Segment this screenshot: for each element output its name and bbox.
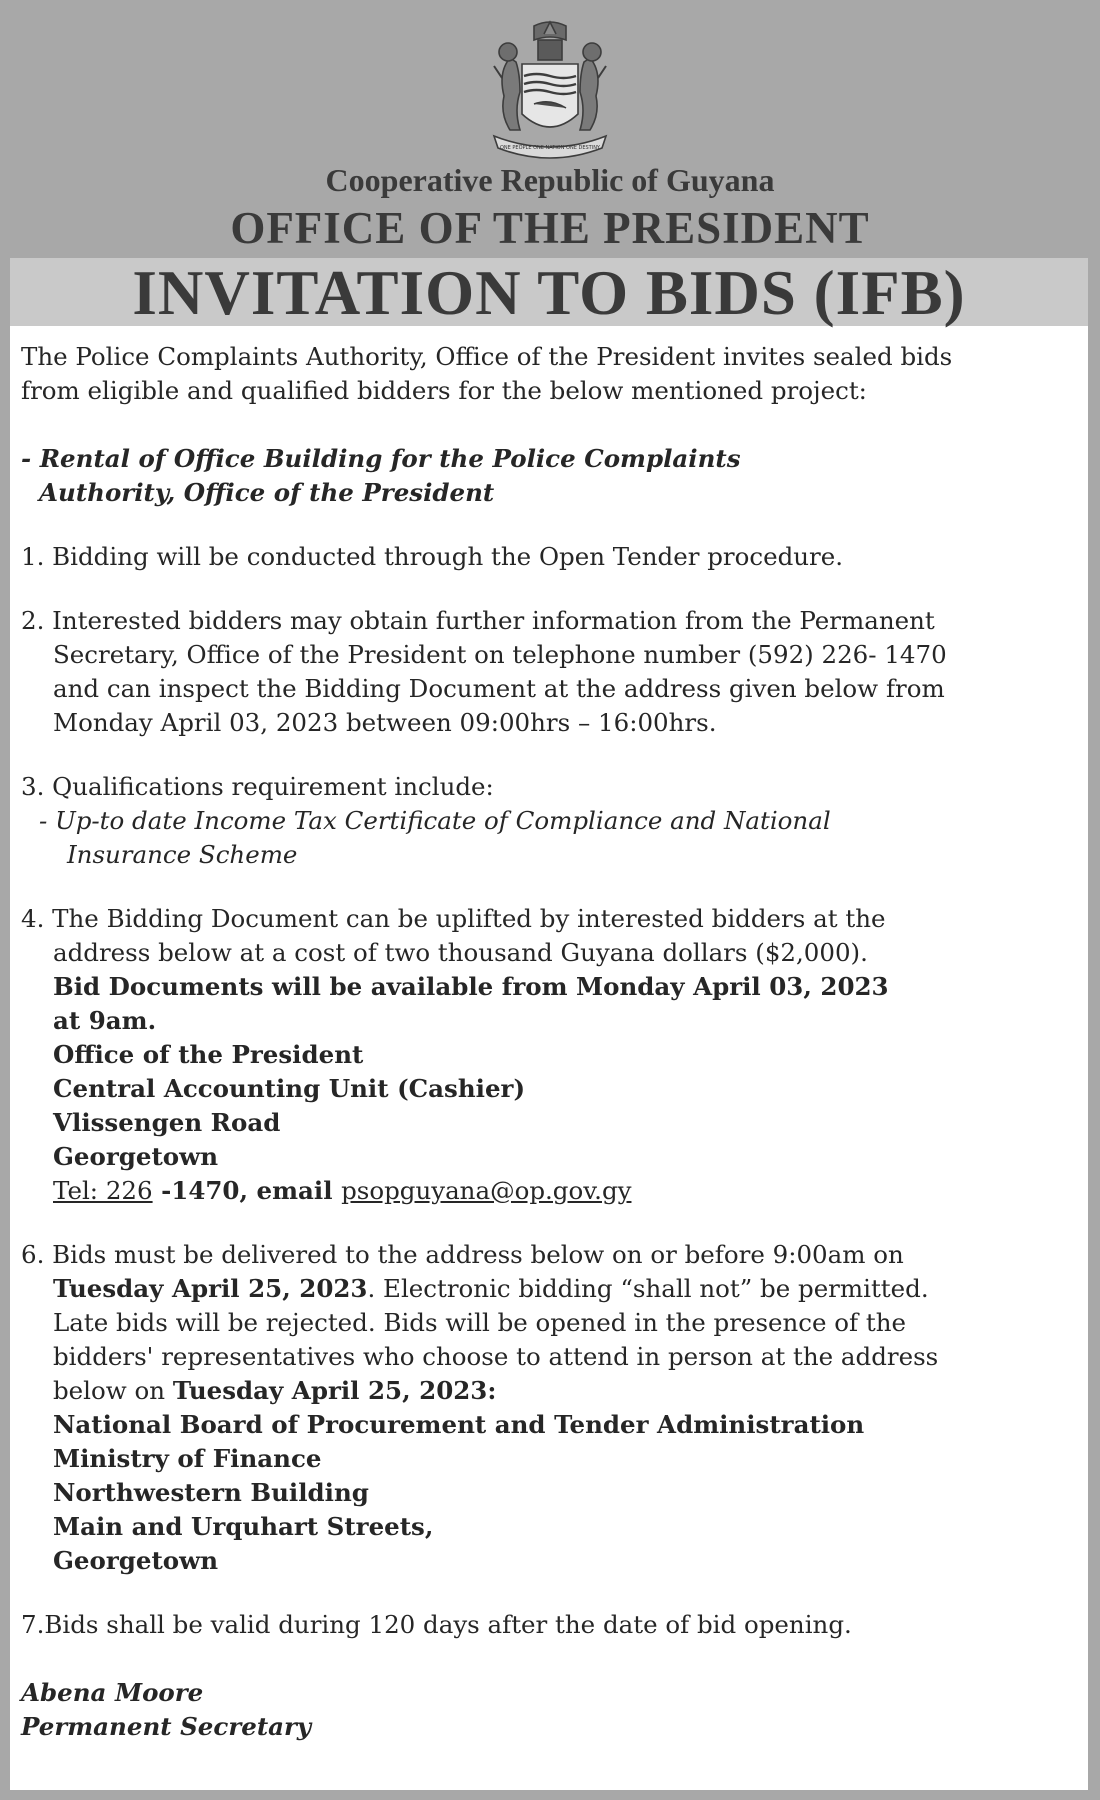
signatory-title: Permanent Secretary: [21, 1712, 312, 1741]
item-6-line-5-pre: below on: [53, 1376, 173, 1405]
intro-line-2: from eligible and qualified bidders for the below mentioned project:: [21, 376, 867, 405]
item-2-line-4: Monday April 03, 2023 between 09:00hrs – 16:00hrs.: [53, 708, 717, 737]
item-6-address-line-5: Georgetown: [53, 1546, 219, 1575]
telephone-link[interactable]: Tel: 226: [53, 1176, 153, 1205]
signatory-name: Abena Moore: [21, 1678, 204, 1707]
notice-body: [21, 340, 1081, 1744]
country-heading: Cooperative Republic of Guyana: [325, 162, 775, 198]
item-6-line-4: bidders' representatives who choose to attend in person at the address: [53, 1342, 939, 1371]
item-6-line-2: [21, 1272, 1081, 1306]
crest-motto: ONE PEOPLE ONE NATION ONE DESTINY: [499, 145, 601, 151]
item-6-line-5: [21, 1374, 1081, 1408]
item-6-line-2-rest: . Electronic bidding “shall not” be permitted.: [367, 1274, 929, 1303]
item-4-address-line-4: Georgetown: [53, 1142, 219, 1171]
coat-of-arms-icon: [480, 18, 620, 170]
notice-title: INVITATION TO BIDS (IFB): [132, 258, 966, 328]
item-4-address-line-1: Office of the President: [53, 1040, 364, 1069]
notice-panel: [10, 258, 1088, 1790]
email-link[interactable]: psopguyana@op.gov.gy: [341, 1176, 632, 1205]
item-4-address-line-3: Vlissengen Road: [53, 1108, 281, 1137]
item-4-line-1: 4. The Bidding Document can be uplifted by interested bidders at the: [21, 904, 886, 933]
item-4-availability-line-1: Bid Documents will be available from Monday April 03, 2023: [53, 972, 889, 1001]
opening-date: Tuesday April 25, 2023:: [172, 1376, 497, 1405]
item-4-availability-line-2: at 9am.: [53, 1006, 157, 1035]
project-line-1: - Rental of Office Building for the Police Complaints: [21, 444, 741, 473]
item-3-line-3: Insurance Scheme: [67, 840, 298, 869]
item-6-address-line-2: Ministry of Finance: [53, 1444, 322, 1473]
deadline-date: Tuesday April 25, 2023: [53, 1274, 368, 1303]
intro-line-1: The Police Complaints Authority, Office of the President invites sealed bids: [21, 342, 953, 371]
item-6-line-1: 6. Bids must be delivered to the address below on or before 9:00am on: [21, 1240, 904, 1269]
project-line-2: Authority, Office of the President: [39, 478, 495, 507]
item-1: 1. Bidding will be conducted through the Open Tender procedure.: [21, 542, 844, 571]
contact-separator: -1470, email: [152, 1176, 342, 1205]
item-2-line-3: and can inspect the Bidding Document at the address given below from: [53, 674, 945, 703]
item-2-line-2: Secretary, Office of the President on telephone number (592) 226- 1470: [53, 640, 947, 669]
item-3-line-2: - Up-to date Income Tax Certificate of Compliance and National: [39, 806, 831, 835]
item-4-contact-line: [21, 1174, 1081, 1208]
item-4-address-line-2: Central Accounting Unit (Cashier): [53, 1074, 526, 1103]
item-6-line-3: Late bids will be rejected. Bids will be opened in the presence of the: [53, 1308, 907, 1337]
item-2-line-1: 2. Interested bidders may obtain further information from the Permanent: [21, 606, 935, 635]
item-7: 7.Bids shall be valid during 120 days after the date of bid opening.: [21, 1610, 852, 1639]
item-3-line-1: 3. Qualifications requirement include:: [21, 772, 494, 801]
item-6-address-line-1: National Board of Procurement and Tender Administration: [53, 1410, 865, 1439]
item-6-address-line-3: Northwestern Building: [53, 1478, 369, 1507]
item-4-line-2: address below at a cost of two thousand Guyana dollars ($2,000).: [53, 938, 868, 967]
office-heading: OFFICE OF THE PRESIDENT: [230, 203, 870, 253]
item-6-address-line-4: Main and Urquhart Streets,: [53, 1512, 434, 1541]
